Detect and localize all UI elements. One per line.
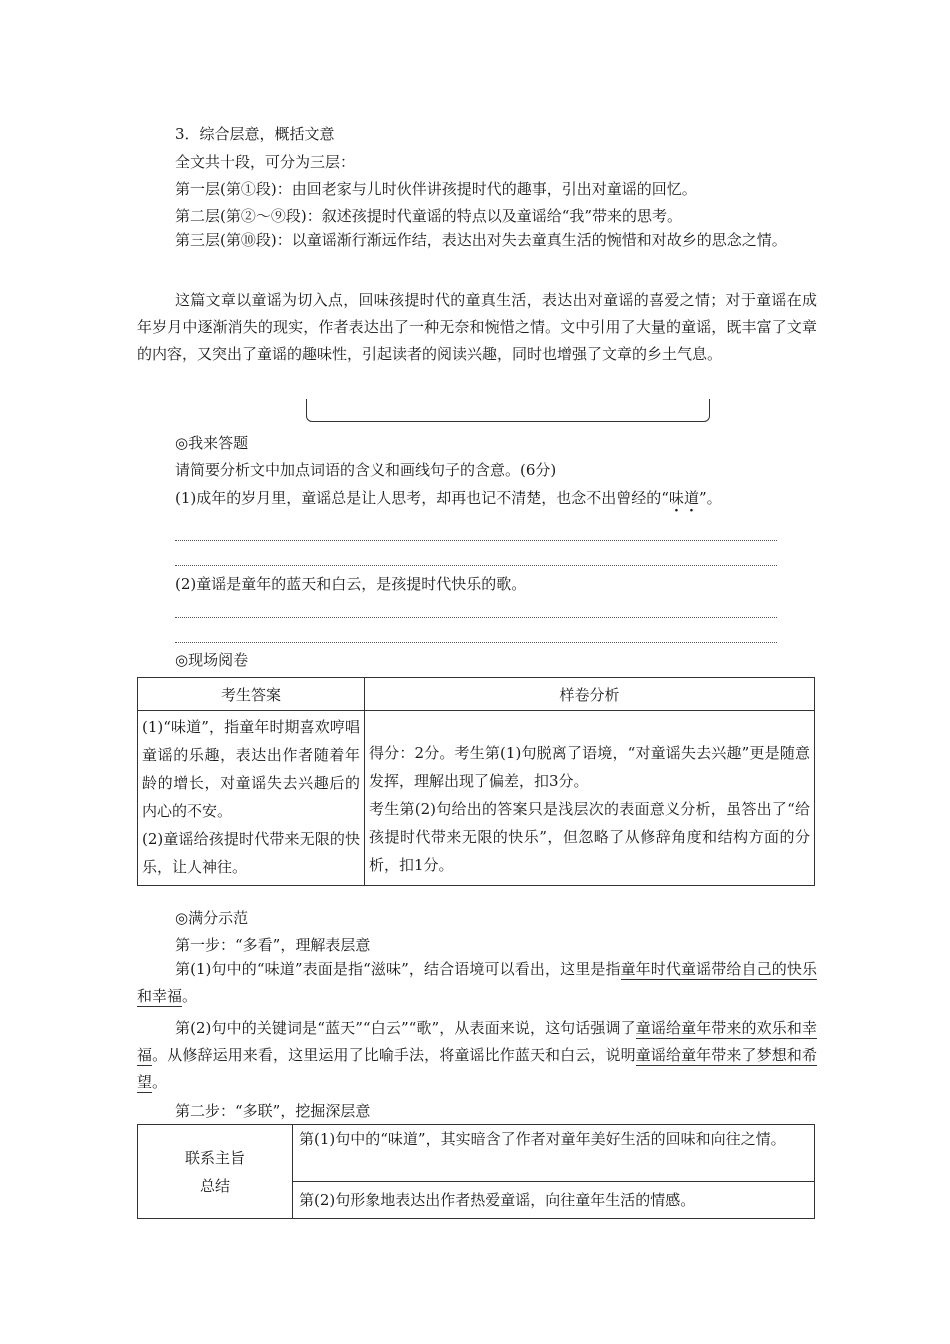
table-row bbox=[138, 1125, 815, 1182]
layer-3: 第三层(第⑩段)：以童谣渐行渐远作结，表达出对失去童真生活的惋惜和对故乡的思念之情。 bbox=[175, 231, 787, 249]
layer-1: 第一层(第①段)：由回老家与儿时伙伴讲孩提时代的趣事，引出对童谣的回忆。 bbox=[175, 180, 697, 198]
answer-line[interactable] bbox=[175, 565, 777, 566]
link-row-2: 第(2)句形象地表达出作者热爱童谣，向往童年生活的情感。 bbox=[293, 1182, 815, 1219]
analysis-2: 考生第(2)句给出的答案只是浅层次的表面意义分析，虽答出了“给孩提时代带来无限的快乐”，但忽略了从修辞角度和结构方面的分析，扣1分。 bbox=[369, 800, 810, 874]
column-header-analysis: 样卷分析 bbox=[365, 678, 815, 711]
review-heading: ◎现场阅卷 bbox=[175, 651, 249, 669]
step-1-title: 第一步：“多看”，理解表层意 bbox=[175, 936, 371, 954]
dotted-char: 味 bbox=[668, 489, 684, 507]
link-table bbox=[137, 1124, 815, 1219]
underlined-text: 童谣给童年带来的欢乐和幸福 bbox=[137, 1019, 817, 1064]
table-row bbox=[138, 711, 815, 886]
question-1 bbox=[175, 488, 722, 508]
answer-line[interactable] bbox=[175, 617, 777, 618]
text: 第(1)句中的“味道”表面是指“滋味”，结合语境可以看出，这里是指 bbox=[175, 960, 621, 978]
underlined-text: 童年时代童谣带给自己的快乐和幸福 bbox=[137, 960, 817, 1005]
text: 第(2)句中的关键词是“蓝天”“白云”“歌”，从表面来说，这句话强调了 bbox=[175, 1019, 636, 1037]
section-divider bbox=[306, 399, 710, 422]
student-answer-cell bbox=[138, 711, 365, 886]
step-1-paragraph-2 bbox=[137, 1015, 817, 1096]
text: 。从修辞运用来看，这里运用了比喻手法，将童谣比作蓝天和白云，说明 bbox=[152, 1046, 636, 1064]
column-header-student: 考生答案 bbox=[138, 678, 365, 711]
answer-heading: ◎我来答题 bbox=[175, 434, 249, 452]
question-1-suffix: ”。 bbox=[698, 489, 722, 507]
text: 。 bbox=[152, 1073, 168, 1091]
text: 。 bbox=[182, 987, 198, 1005]
step-2-title: 第二步：“多联”，挖掘深层意 bbox=[175, 1102, 371, 1120]
question-2: (2)童谣是童年的蓝天和白云，是孩提时代快乐的歌。 bbox=[175, 575, 527, 593]
answer-line[interactable] bbox=[175, 540, 777, 541]
underlined-text: 童谣给童年带来了梦想和希望 bbox=[137, 1046, 817, 1091]
student-answer-2: (2)童谣给孩提时代带来无限的快乐，让人神往。 bbox=[142, 830, 360, 876]
section-title: 3．综合层意，概括文意 bbox=[175, 125, 335, 143]
link-row-1: 第(1)句中的“味道”，其实暗含了作者对童年美好生活的回味和向往之情。 bbox=[293, 1125, 815, 1182]
student-answer-1: (1)“味道”，指童年时期喜欢哼唱童谣的乐趣，表达出作者随着年龄的增长，对童谣失去兴趣后的内心的不安。 bbox=[142, 718, 360, 820]
answer-line[interactable] bbox=[175, 642, 777, 643]
section-intro: 全文共十段，可分为三层： bbox=[175, 153, 356, 171]
question-prompt: 请简要分析文中加点词语的含义和画线句子的含意。(6分) bbox=[175, 461, 557, 479]
model-heading: ◎满分示范 bbox=[175, 909, 249, 927]
table-header-row bbox=[138, 678, 815, 711]
link-label-2: 总结 bbox=[199, 1176, 230, 1195]
summary-paragraph: 这篇文章以童谣为切入点，回味孩提时代的童真生活，表达出对童谣的喜爱之情；对于童谣在成年岁月中逐渐消失的现实，作者表达出了一种无奈和惋惜之情。文中引用了大量的童谣，既丰富了文章的内容，又突出了童谣的趣味性，引起读者的阅读兴趣，同时也增强了文章的乡土气息。 bbox=[137, 291, 817, 363]
link-label-1: 联系主旨 bbox=[184, 1148, 245, 1167]
link-label-cell bbox=[138, 1125, 293, 1219]
question-1-prefix: (1)成年的岁月里，童谣总是让人思考，却再也记不清楚，也念不出曾经的“ bbox=[175, 489, 669, 507]
analysis-1: 得分：2分。考生第(1)句脱离了语境，“对童谣失去兴趣”更是随意发挥，理解出现了偏差，扣3分。 bbox=[369, 744, 810, 790]
layer-2: 第二层(第②～⑨段)：叙述孩提时代童谣的特点以及童谣给“我”带来的思考。 bbox=[175, 207, 683, 225]
dotted-char: 道 bbox=[683, 489, 699, 507]
step-1-paragraph-1 bbox=[137, 956, 817, 1010]
analysis-cell bbox=[365, 711, 815, 886]
review-table bbox=[137, 677, 815, 886]
